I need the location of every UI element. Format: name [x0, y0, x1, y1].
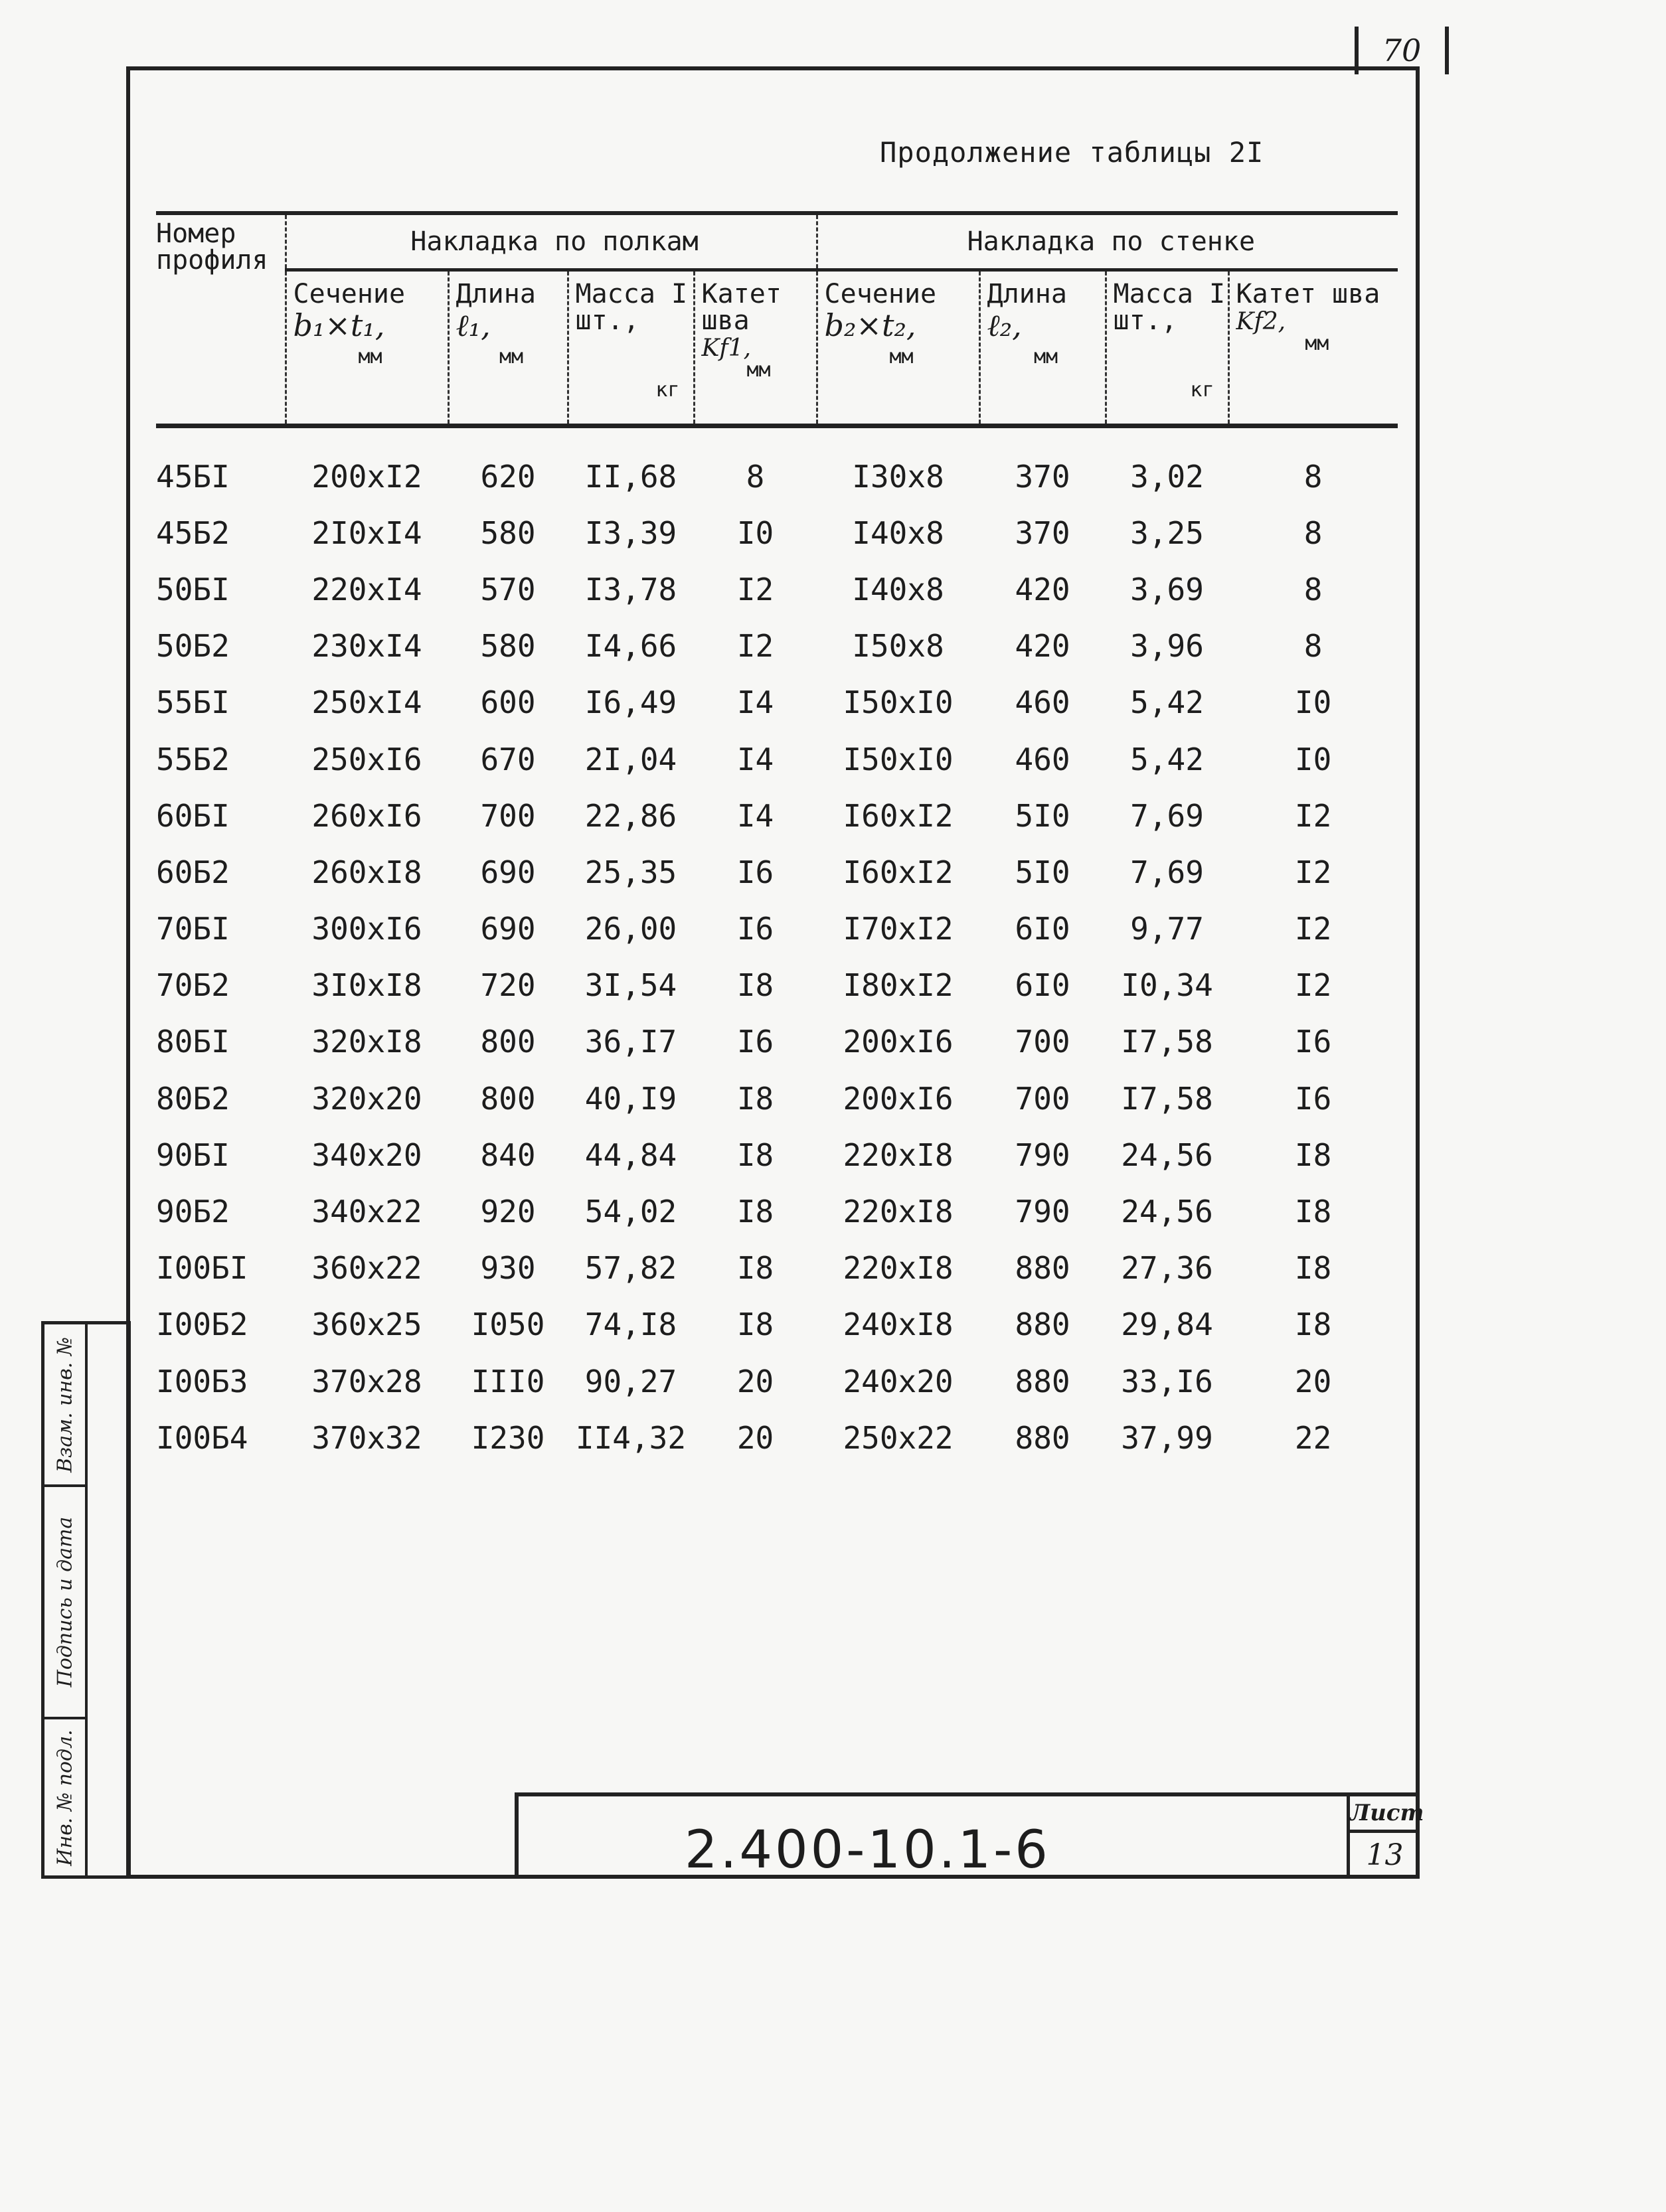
page-number: 70: [1355, 27, 1449, 74]
table-cell: 800: [480, 1024, 536, 1060]
table-cell: 880: [1015, 1306, 1070, 1343]
table-cell: I6: [736, 911, 774, 947]
table-cell: 220xI8: [843, 1137, 954, 1173]
table-cell: 3,25: [1130, 514, 1204, 551]
table-cell: 9,77: [1130, 911, 1204, 947]
flange-section-header: Сечение b₁×t₁, мм: [286, 270, 448, 426]
profile-plates-table: [156, 211, 1398, 1466]
table-cell: 50Б2: [156, 628, 230, 665]
table-cell: I2: [736, 628, 774, 665]
table-cell: I70xI2: [843, 911, 954, 947]
side-stamp-cell: Инв. № подл.: [44, 1719, 88, 1875]
table-cell: 690: [480, 911, 536, 947]
table-cell: I2: [1294, 967, 1332, 1004]
table-group-header-row: [156, 213, 1398, 270]
table-cell: 5,42: [1130, 741, 1204, 777]
table-cell: 250xI6: [311, 741, 422, 777]
table-row: [156, 1409, 1398, 1466]
table-cell: 360x25: [311, 1306, 422, 1343]
table-cell: 55БI: [156, 684, 230, 721]
table-cell: 8: [1303, 514, 1323, 551]
web-mass-header: Масса I шт., кг: [1106, 270, 1228, 426]
table-cell: I00БI: [156, 1250, 248, 1287]
table-cell: 90Б2: [156, 1194, 230, 1230]
table-cell: 670: [480, 741, 536, 777]
table-cell: 37,99: [1121, 1419, 1213, 1456]
table-cell: I0: [1294, 741, 1332, 777]
table-cell: 300xI6: [311, 911, 422, 947]
table-cell: 90БI: [156, 1137, 230, 1173]
table-cell: 24,56: [1121, 1137, 1213, 1173]
table-row: [156, 618, 1398, 674]
table-cell: I40x8: [852, 571, 944, 607]
table-cell: I8: [1294, 1137, 1332, 1173]
table-cell: 370: [1015, 514, 1070, 551]
table-cell: I4: [736, 797, 774, 834]
document-code: 2.400-10.1-6: [685, 1820, 1050, 1880]
table-row: [156, 844, 1398, 900]
table-row: [156, 1183, 1398, 1239]
table-cell: 5,42: [1130, 684, 1204, 721]
sheet-number: 13: [1366, 1838, 1404, 1872]
table-cell: I8: [736, 1194, 774, 1230]
table-cell: 55Б2: [156, 741, 230, 777]
table-cell: 29,84: [1121, 1306, 1213, 1343]
table-cell: 220xI8: [843, 1194, 954, 1230]
table-cell: 3,02: [1130, 458, 1204, 495]
table-cell: II,68: [584, 458, 677, 495]
side-stamp-cell: Взам. инв. №: [44, 1324, 88, 1487]
table-cell: 8: [1303, 571, 1323, 607]
table-cell: 250xI4: [311, 684, 422, 721]
table-cell: 340x22: [311, 1194, 422, 1230]
table-cell: 80Б2: [156, 1080, 230, 1117]
table-cell: 60БI: [156, 797, 230, 834]
flange-mass-header: Масса I шт., кг: [568, 270, 694, 426]
table-cell: 880: [1015, 1250, 1070, 1287]
table-row: [156, 561, 1398, 617]
table-cell: 70Б2: [156, 967, 230, 1004]
table-cell: 790: [1015, 1194, 1070, 1230]
table-cell: 3I0xI8: [311, 967, 422, 1004]
table-cell: 580: [480, 514, 536, 551]
table-cell: I8: [736, 967, 774, 1004]
table-cell: I4: [736, 741, 774, 777]
table-cell: I6: [1294, 1080, 1332, 1117]
table-cell: 24,56: [1121, 1194, 1213, 1230]
table-cell: I8: [1294, 1306, 1332, 1343]
table-cell: 700: [1015, 1024, 1070, 1060]
table-cell: I50x8: [852, 628, 944, 665]
table-cell: I0: [1294, 684, 1332, 721]
table-cell: 8: [746, 458, 765, 495]
table-cell: 320xI8: [311, 1024, 422, 1060]
table-cell: 620: [480, 458, 536, 495]
table-cell: I230: [471, 1419, 545, 1456]
table-cell: I0,34: [1121, 967, 1213, 1004]
sheet-label: Лист: [1350, 1796, 1420, 1833]
table-cell: I2: [1294, 911, 1332, 947]
table-cell: 25,35: [584, 854, 677, 890]
table-cell: I00Б2: [156, 1306, 248, 1343]
table-cell: I8: [1294, 1194, 1332, 1230]
table-cell: I8: [736, 1080, 774, 1117]
flange-weld-header: Катет шва Kf1, мм: [694, 270, 817, 426]
table-cell: I0: [736, 514, 774, 551]
table-cell: I4: [736, 684, 774, 721]
table-cell: 460: [1015, 684, 1070, 721]
table-cell: 44,84: [584, 1137, 677, 1173]
table-row: [156, 731, 1398, 787]
table-cell: 22,86: [584, 797, 677, 834]
web-weld-header: Катет шва Kf2, мм: [1228, 270, 1398, 426]
table-cell: 880: [1015, 1419, 1070, 1456]
table-cell: 260xI6: [311, 797, 422, 834]
table-cell: 6I0: [1015, 967, 1070, 1004]
table-cell: 580: [480, 628, 536, 665]
table-cell: 790: [1015, 1137, 1070, 1173]
table-cell: 700: [1015, 1080, 1070, 1117]
table-row: [156, 1297, 1398, 1353]
col-profile-header: Номер профиля: [156, 218, 268, 276]
table-cell: 420: [1015, 571, 1070, 607]
table-cell: I30x8: [852, 458, 944, 495]
table-cell: I80xI2: [843, 967, 954, 1004]
table-cell: 6I0: [1015, 911, 1070, 947]
table-cell: 2I,04: [584, 741, 677, 777]
table-cell: 50БI: [156, 571, 230, 607]
table-cell: 5I0: [1015, 854, 1070, 890]
table-sub-header-row: [156, 270, 1398, 426]
table-cell: 570: [480, 571, 536, 607]
table-cell: 3,69: [1130, 571, 1204, 607]
table-cell: 700: [480, 797, 536, 834]
table-cell: 800: [480, 1080, 536, 1117]
table-cell: 8: [1303, 628, 1323, 665]
table-cell: 200xI2: [311, 458, 422, 495]
table-cell: I050: [471, 1306, 545, 1343]
table-cell: 460: [1015, 741, 1070, 777]
table-row: [156, 1353, 1398, 1409]
table-cell: 20: [1294, 1363, 1332, 1399]
table-cell: 36,I7: [584, 1024, 677, 1060]
table-row: [156, 1127, 1398, 1183]
table-row: [156, 1014, 1398, 1070]
table-cell: 54,02: [584, 1194, 677, 1230]
table-cell: 7,69: [1130, 854, 1204, 890]
table-cell: 20: [736, 1363, 774, 1399]
table-cell: I00Б4: [156, 1419, 248, 1456]
table-row: [156, 901, 1398, 957]
group-web-header: Накладка по стенке: [817, 213, 1398, 270]
table-cell: 57,82: [584, 1250, 677, 1287]
table-cell: 8: [1303, 458, 1323, 495]
table-cell: 40,I9: [584, 1080, 677, 1117]
table-cell: 370x32: [311, 1419, 422, 1456]
table-cell: 74,I8: [584, 1306, 677, 1343]
table-cell: 45Б2: [156, 514, 230, 551]
table-cell: 2I0xI4: [311, 514, 422, 551]
table-row: [156, 674, 1398, 731]
table-cell: 70БI: [156, 911, 230, 947]
table-cell: 320x20: [311, 1080, 422, 1117]
table-cell: I7,58: [1121, 1024, 1213, 1060]
table-cell: 26,00: [584, 911, 677, 947]
table-cell: I2: [1294, 854, 1332, 890]
table-row: [156, 787, 1398, 844]
table-cell: 840: [480, 1137, 536, 1173]
web-length-header: Длина ℓ₂, мм: [979, 270, 1106, 426]
table-cell: I8: [736, 1306, 774, 1343]
table-cell: I50xI0: [843, 684, 954, 721]
table-cell: 600: [480, 684, 536, 721]
table-cell: I2: [1294, 797, 1332, 834]
table-cell: III0: [471, 1363, 545, 1399]
table-cell: 200xI6: [843, 1024, 954, 1060]
table-row: [156, 1240, 1398, 1297]
table-cell: 420: [1015, 628, 1070, 665]
table-cell: I60xI2: [843, 797, 954, 834]
table-cell: 720: [480, 967, 536, 1004]
table-cell: 250x22: [843, 1419, 954, 1456]
table-cell: 880: [1015, 1363, 1070, 1399]
table-cell: I3,39: [584, 514, 677, 551]
table-cell: 360x22: [311, 1250, 422, 1287]
table-cell: 370: [1015, 458, 1070, 495]
table-cell: 200xI6: [843, 1080, 954, 1117]
table-continuation-title: Продолжение таблицы 2I: [880, 136, 1264, 169]
table-cell: 240xI8: [843, 1306, 954, 1343]
table-cell: 230xI4: [311, 628, 422, 665]
sheet-box: [1347, 1796, 1424, 1879]
table-cell: I40x8: [852, 514, 944, 551]
table-cell: I8: [736, 1137, 774, 1173]
web-section-header: Сечение b₂×t₂, мм: [817, 270, 979, 426]
table-row: [156, 505, 1398, 561]
table-cell: 80БI: [156, 1024, 230, 1060]
table-cell: I60xI2: [843, 854, 954, 890]
table-cell: 27,36: [1121, 1250, 1213, 1287]
table-cell: 3I,54: [584, 967, 677, 1004]
group-flange-header: Накладка по полкам: [286, 213, 817, 270]
flange-length-header: Длина ℓ₁, мм: [448, 270, 568, 426]
table-cell: 920: [480, 1194, 536, 1230]
table-cell: 90,27: [584, 1363, 677, 1399]
table-cell: 45БI: [156, 458, 230, 495]
table-cell: I6: [1294, 1024, 1332, 1060]
table-cell: I8: [1294, 1250, 1332, 1287]
table-cell: 260xI8: [311, 854, 422, 890]
table-cell: 220xI8: [843, 1250, 954, 1287]
table-body: [156, 426, 1398, 1466]
table-cell: I00Б3: [156, 1363, 248, 1399]
side-stamp: [41, 1321, 131, 1879]
table-cell: 22: [1294, 1419, 1332, 1456]
table-cell: 240x20: [843, 1363, 954, 1399]
table-row: [156, 957, 1398, 1014]
table-cell: 340x20: [311, 1137, 422, 1173]
table-cell: 7,69: [1130, 797, 1204, 834]
table-cell: I4,66: [584, 628, 677, 665]
table-cell: I6: [736, 1024, 774, 1060]
table-cell: I3,78: [584, 571, 677, 607]
table-cell: I7,58: [1121, 1080, 1213, 1117]
table-cell: 60Б2: [156, 854, 230, 890]
table-row: [156, 1070, 1398, 1127]
side-stamp-cell: Подпись и дата: [44, 1487, 88, 1719]
table-cell: 220xI4: [311, 571, 422, 607]
table-cell: 370x28: [311, 1363, 422, 1399]
table-cell: 33,I6: [1121, 1363, 1213, 1399]
table-cell: I8: [736, 1250, 774, 1287]
table-cell: 690: [480, 854, 536, 890]
table-cell: I50xI0: [843, 741, 954, 777]
table-cell: 5I0: [1015, 797, 1070, 834]
table-cell: I6: [736, 854, 774, 890]
table-cell: 3,96: [1130, 628, 1204, 665]
table-cell: I6,49: [584, 684, 677, 721]
table-cell: 20: [736, 1419, 774, 1456]
title-block: [515, 1792, 1424, 1880]
table-cell: I2: [736, 571, 774, 607]
table-cell: 930: [480, 1250, 536, 1287]
table-cell: II4,32: [575, 1419, 687, 1456]
table-row: [156, 426, 1398, 505]
